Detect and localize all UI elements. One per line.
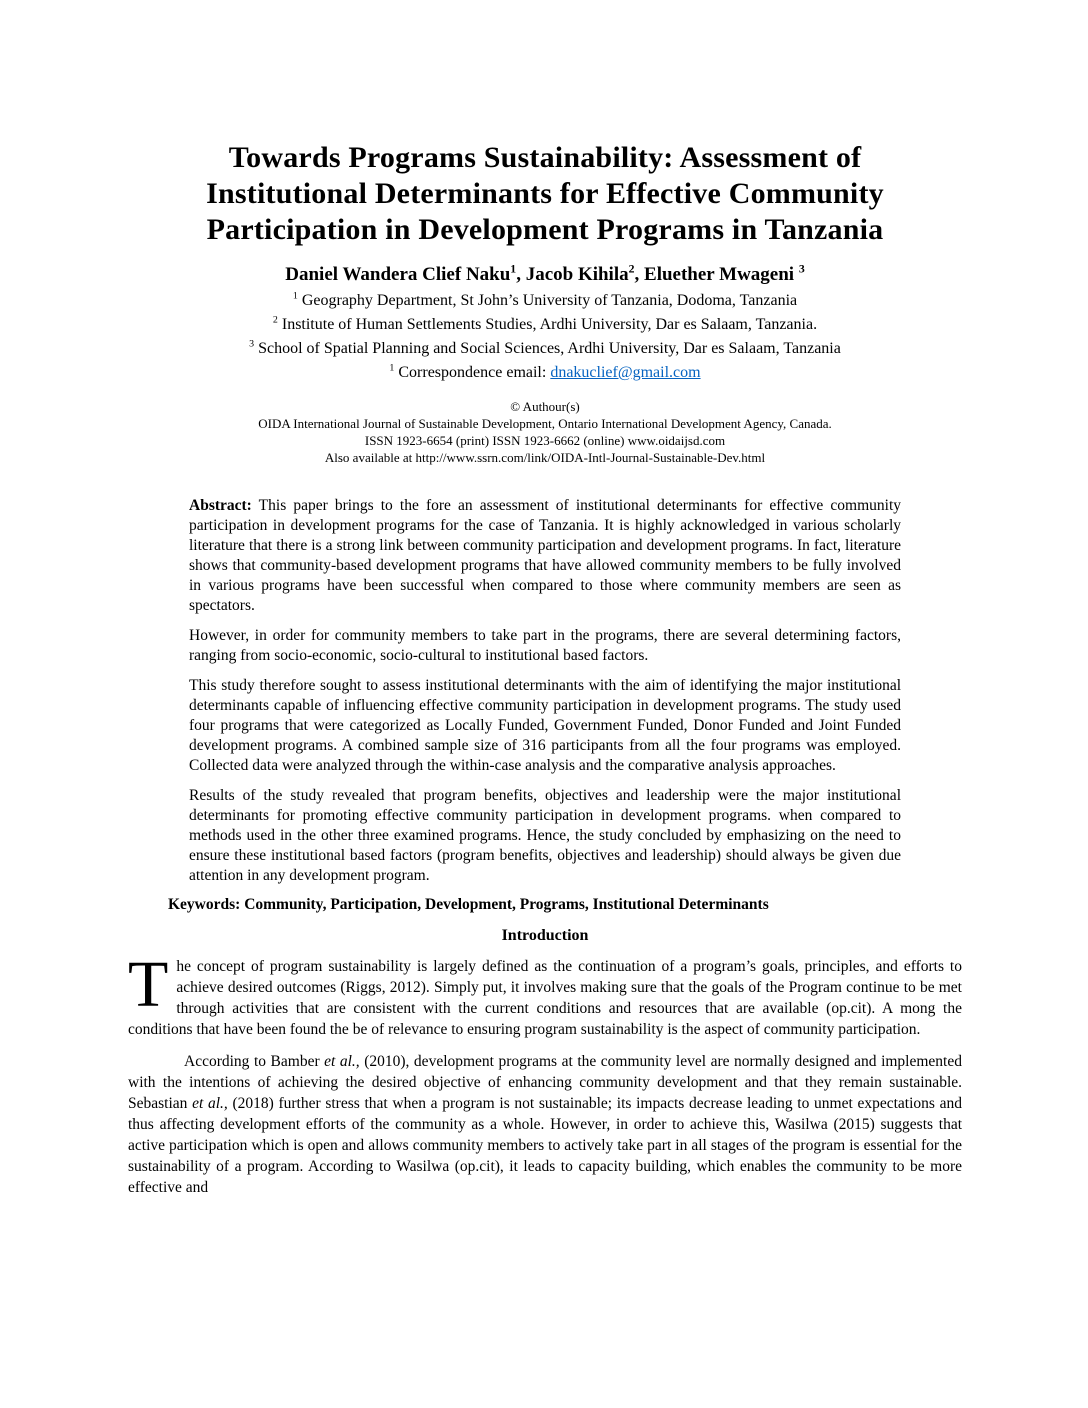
- affiliation-3: $^3$ School of Spatial Planning and Social Sciences, Ardhi University, Dar es Salaam, Tanzania: [249, 338, 841, 357]
- abstract-label: Abstract:: [189, 497, 252, 514]
- email-link[interactable]: dnakuclief@gmail.com: [550, 364, 701, 381]
- abstract-paragraph-1: [189, 496, 901, 616]
- ssrn-availability-line: Also available at http://www.ssrn.com/link/OIDA-Intl-Journal-Sustainable-Dev.html: [324, 450, 766, 465]
- issn-line: ISSN 1923-6654 (print) ISSN 1923-6662 (online) www.oidaijsd.com: [364, 433, 726, 448]
- superscript-marker: 2: [272, 314, 278, 326]
- copyright-block: [128, 398, 962, 466]
- paper-title: [128, 140, 962, 248]
- affiliations-block: [128, 289, 962, 385]
- abstract-paragraph-3: This study therefore sought to assess institutional determinants with the aim of identifying the major institutional determinants capable of influencing effective community participation in development programs. The study used four programs that were categorized as Locally Funded, Government Funded, Donor Funded and Joint Funded development programs. A combined sample size of 316 participants from all the four programs was employed. Collected data were analyzed through the within-case analysis and the comparative analysis approaches.: [189, 677, 901, 774]
- correspondence-line: $^1$ Correspondence email: dnakuclief@gmail.com: [389, 362, 701, 381]
- superscript-marker: 3: [249, 338, 255, 350]
- superscript-marker: 3: [798, 262, 805, 276]
- superscript-marker: 2: [628, 262, 635, 276]
- introduction-paragraph-1: [128, 948, 962, 1040]
- paper-title-line-2: Institutional Determinants for Effective Community: [206, 177, 884, 210]
- paper-title-line-3: Participation in Development Programs in Tanzania: [206, 213, 884, 246]
- introduction-paragraph-1-text: he concept of program sustainability is largely defined as the continuation of a program’s goals, principles, and efforts to achieve desired outcomes (Riggs, 2012). Simply put, it involves making sure that the goals of the Program continue to be met through activities that are consistent with the current conditions and resources that are available (op.cit). A mong the conditions that have been found the be of relevance to ensuring program sustainability is the aspect of community participation.: [128, 958, 962, 1038]
- superscript-marker: 1: [389, 362, 395, 374]
- abstract-paragraph-2: However, in order for community members to take part in the programs, there are several determining factors, ranging from socio-economic, socio-cultural to institutional based factors.: [189, 627, 901, 664]
- italic-citation: et al.,: [192, 1095, 228, 1112]
- superscript-marker: 1: [292, 290, 298, 302]
- journal-name: OIDA International Journal of Sustainable Development, Ontario International Development Agency, Canada.: [258, 416, 832, 431]
- introduction-paragraph-2: According to Bamber et al., (2010), development programs at the community level are normally designed and implemented with the intentions of achieving the desired objective of enhancing community development and that they remain sustainable. Sebastian et al., (2018) further stress that when a program is not sustainable; its impacts decrease leading to unmet expectations and thus affecting development efforts of the community as a whole. However, in order to achieve this, Wasilwa (2015) suggests that active participation which is open and allows community members to actively take part in all stages of the program is essential for the sustainability of a program. According to Wasilwa (op.cit), it leads to capacity building, which enables the community to be more effective and: [128, 1053, 963, 1196]
- keywords-line: Keywords: Community, Participation, Development, Programs, Institutional Determinants: [168, 896, 769, 913]
- affiliation-2: $^2$ Institute of Human Settlements Studies, Ardhi University, Dar es Salaam, Tanzania.: [272, 314, 818, 333]
- affiliation-1: $^1$ Geography Department, St John’s University of Tanzania, Dodoma, Tanzania: [292, 290, 798, 309]
- copyright-authors: © Authour(s): [510, 399, 580, 414]
- dropcap-letter: T: [128, 948, 169, 1021]
- abstract-paragraph-1-text: This paper brings to the fore an assessment of institutional determinants for effective community participation in development programs for the case of Tanzania. It is highly acknowledged in various scholarly literature that there is a strong link between community participation and development programs. In fact, literature shows that community-based development programs that have allowed community members to be fully involved in various programs have been successful when compared to those where community members are seen as spectators.: [189, 497, 901, 614]
- abstract-section: [189, 496, 901, 886]
- introduction-heading: Introduction: [501, 927, 589, 944]
- italic-citation: et al.,: [324, 1053, 360, 1070]
- abstract-paragraph-4: Results of the study revealed that program benefits, objectives and leadership were the major institutional determinants for promoting effective community participation in development programs. when compared to methods used in the other three examined programs. Hence, the study concluded by emphasizing on the need to ensure these institutional based factors (program benefits, objectives and leadership) should always be given due attention in any development program.: [189, 787, 901, 884]
- superscript-marker: 1: [510, 262, 517, 276]
- authors-line: Daniel Wandera Clief Naku$^1$, Jacob Kihila$^2$, Eluether Mwageni $^3$: [285, 262, 805, 285]
- paper-title-line-1: Towards Programs Sustainability: Assessment of: [228, 141, 862, 174]
